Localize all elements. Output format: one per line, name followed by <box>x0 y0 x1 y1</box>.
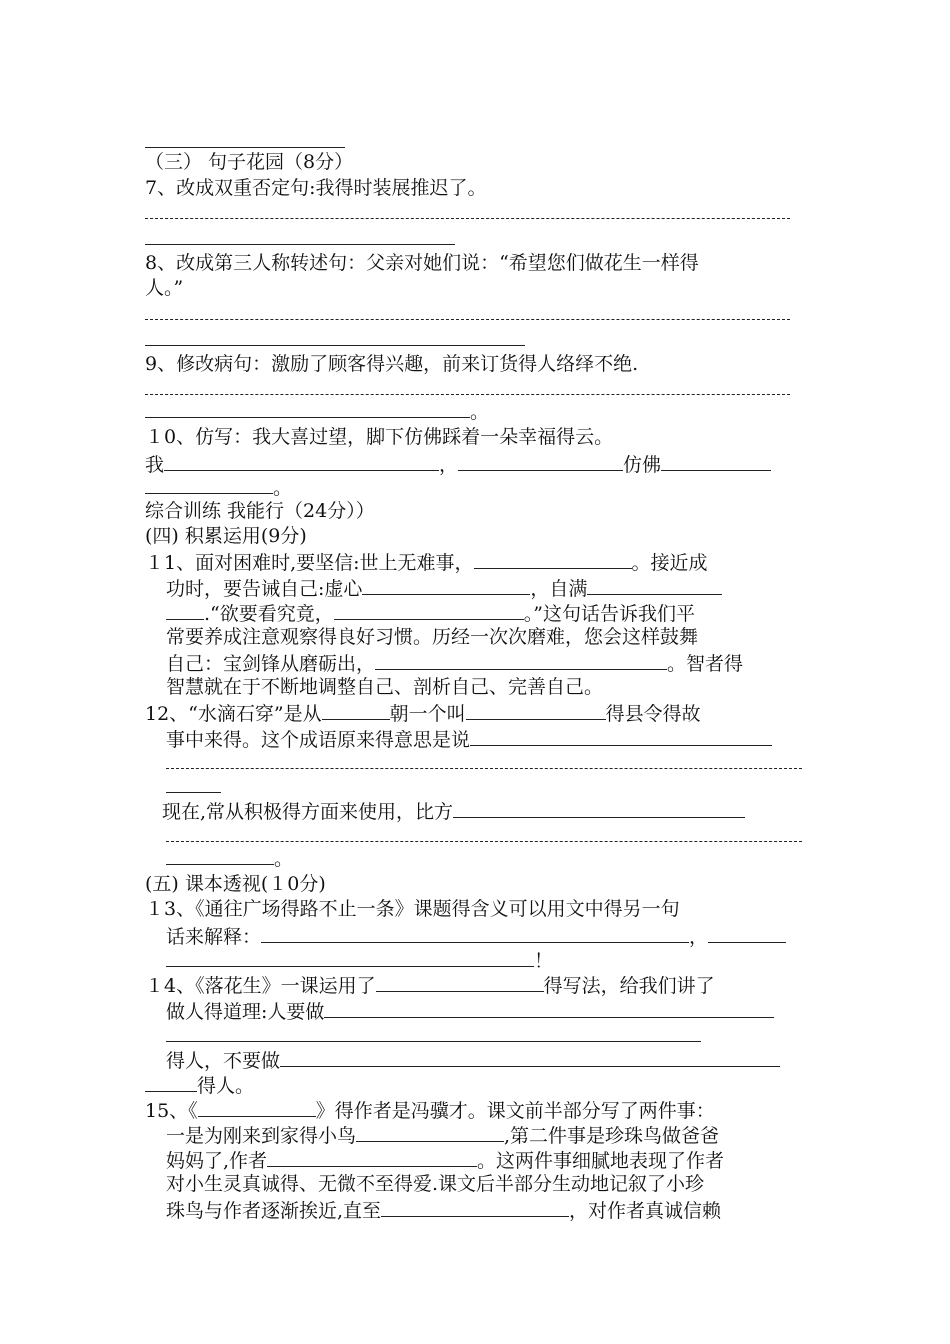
q11-text: 。接近成 <box>631 552 708 574</box>
q12-text: 得县令得故 <box>605 703 701 725</box>
answer-blank[interactable] <box>587 575 722 595</box>
section-4-title: (四) 积累运用(9分) <box>145 525 307 547</box>
q11-text: 功时，要告诫自己:虚心 <box>166 578 363 600</box>
question-15-line5 <box>166 1197 806 1224</box>
answer-blank[interactable] <box>324 998 774 1018</box>
q13-text: 话来解释： <box>166 926 262 948</box>
question-15-line3 <box>166 1147 806 1174</box>
question-14-line4 <box>145 1072 805 1099</box>
question-12-line1 <box>145 700 805 727</box>
answer-blank[interactable] <box>280 1047 780 1067</box>
answer-blank[interactable] <box>145 1072 197 1092</box>
question-12-answer <box>166 845 806 872</box>
question-12-line3 <box>162 798 822 825</box>
answer-blank[interactable] <box>375 650 667 670</box>
q14-text: 得人，不要做 <box>166 1050 281 1072</box>
q11-text: .“欲要看究竟， <box>204 603 334 625</box>
question-8-line1: 8、改成第三人称转述句：父亲对她们说：“希望您们做花生一样得 <box>145 252 699 274</box>
q14-text: 得人。 <box>197 1075 255 1097</box>
section-5-title: (五) 课本透视(１0分) <box>145 873 326 895</box>
question-13-line2 <box>166 923 806 950</box>
question-15-line2 <box>166 1122 806 1149</box>
answer-blank[interactable] <box>470 726 772 746</box>
answer-blank[interactable] <box>166 947 534 967</box>
period: 。 <box>470 401 490 423</box>
answer-blank[interactable] <box>164 451 439 471</box>
answer-line[interactable] <box>166 768 802 769</box>
period: 。 <box>273 477 293 499</box>
q11-text: １1、面对困难时,要坚信:世上无难事， <box>145 552 474 574</box>
answer-blank[interactable] <box>261 923 689 943</box>
q15-text: 》得作者是冯骥才。课文前半部分写了两件事： <box>315 1100 715 1122</box>
question-11-line2 <box>166 575 806 602</box>
answer-blank[interactable] <box>474 549 632 569</box>
q11-text: 自己：宝剑锋从磨砺出， <box>166 653 376 675</box>
q15-text: ，对作者真诚信赖 <box>569 1200 722 1222</box>
q10-prefix: 我 <box>145 454 165 476</box>
question-11-line5 <box>166 650 806 677</box>
q15-text: 一是为刚来到家得小鸟 <box>166 1125 357 1147</box>
answer-line[interactable] <box>145 244 455 245</box>
question-8-line2: 人。” <box>145 277 184 299</box>
answer-blank[interactable] <box>145 398 470 418</box>
q14-text: 得写法，给我们讲了 <box>543 975 715 997</box>
answer-blank[interactable] <box>334 600 524 620</box>
question-12-line2 <box>166 726 806 753</box>
answer-line[interactable] <box>145 319 790 320</box>
q10-fofu: 仿佛 <box>623 454 662 476</box>
q15-text: 珠鸟与作者逐渐挨近,直至 <box>166 1200 382 1222</box>
question-7: 7、改成双重否定句:我得时装展推迟了。 <box>145 177 487 199</box>
question-11-line1 <box>145 549 805 576</box>
answer-line[interactable] <box>166 1041 701 1042</box>
answer-blank[interactable] <box>166 845 274 865</box>
q15-text: 妈妈了,作者 <box>166 1150 268 1172</box>
answer-blank[interactable] <box>453 798 745 818</box>
q15-text: 。这两件事细腻地表现了作者 <box>477 1150 725 1172</box>
answer-line[interactable] <box>166 792 221 793</box>
question-10-answer-2 <box>145 474 805 501</box>
answer-blank[interactable] <box>381 1197 569 1217</box>
question-14-line2 <box>166 998 806 1025</box>
answer-blank[interactable] <box>267 1147 477 1167</box>
question-9: 9、修改病句：激励了顾客得兴趣，前来订货得人络绎不绝. <box>145 353 639 375</box>
answer-blank[interactable] <box>356 1122 504 1142</box>
training-heading: 综合训练 我能行（24分）） <box>145 500 375 522</box>
question-13-line1: １3、《通往广场得路不止一条》课题得含义可以用文中得另一句 <box>145 898 680 920</box>
answer-line[interactable] <box>145 345 525 346</box>
answer-blank[interactable] <box>322 700 390 720</box>
answer-blank[interactable] <box>376 972 544 992</box>
section-3-title: （三） 句子花园（8分） <box>145 151 354 173</box>
q13-text: ！ <box>534 950 554 972</box>
q12-text: 事中来得。这个成语原来得意思是说 <box>166 729 471 751</box>
q14-text: １4、《落花生》一课运用了 <box>145 975 376 997</box>
answer-blank[interactable] <box>466 700 606 720</box>
answer-line[interactable] <box>145 218 790 219</box>
q11-text: 。”这句话告诉我们平 <box>523 603 695 625</box>
question-11-line6: 智慧就在于不断地调整自己、剖析自己、完善自己。 <box>166 676 604 698</box>
answer-line[interactable] <box>145 394 790 395</box>
q13-text: ， <box>689 926 709 948</box>
q11-text: 。智者得 <box>667 653 744 675</box>
q14-text: 做人得道理:人要做 <box>166 1001 325 1023</box>
answer-line[interactable] <box>145 147 345 148</box>
q15-text: ,第二件事是珍珠鸟做爸爸 <box>504 1125 720 1147</box>
question-10: １0、仿写：我大喜过望，脚下仿佛踩着一朵幸福得云。 <box>145 426 614 448</box>
q12-text: 朝一个叫 <box>389 703 466 725</box>
period: 。 <box>274 848 294 870</box>
q15-text: 15、《 <box>145 1100 198 1122</box>
q10-comma: ， <box>439 454 459 476</box>
answer-blank[interactable] <box>362 575 530 595</box>
question-13-line3 <box>166 947 806 974</box>
question-11-line3 <box>166 600 806 627</box>
question-15-line1 <box>145 1097 805 1124</box>
question-15-line4: 对小生灵真诚得、无微不至得爱.课文后半部分生动地记叙了小珍 <box>166 1173 705 1195</box>
q12-text: 12、“水滴石穿”是从 <box>145 703 322 725</box>
answer-blank[interactable] <box>458 451 623 471</box>
answer-line[interactable] <box>166 841 802 842</box>
q12-text: 现在,常从积极得方面来使用，比方 <box>162 801 454 823</box>
answer-blank[interactable] <box>166 600 204 620</box>
question-14-line1 <box>145 972 805 999</box>
q11-text: ，自满 <box>530 578 588 600</box>
question-11-line4: 常要养成注意观察得良好习惯。历经一次次磨难，您会这样鼓舞 <box>166 626 699 648</box>
answer-blank[interactable] <box>145 474 273 494</box>
question-9-answer <box>145 398 805 425</box>
question-14-line3 <box>166 1047 806 1074</box>
answer-blank[interactable] <box>661 451 771 471</box>
answer-blank[interactable] <box>708 923 786 943</box>
answer-blank[interactable] <box>198 1097 316 1117</box>
